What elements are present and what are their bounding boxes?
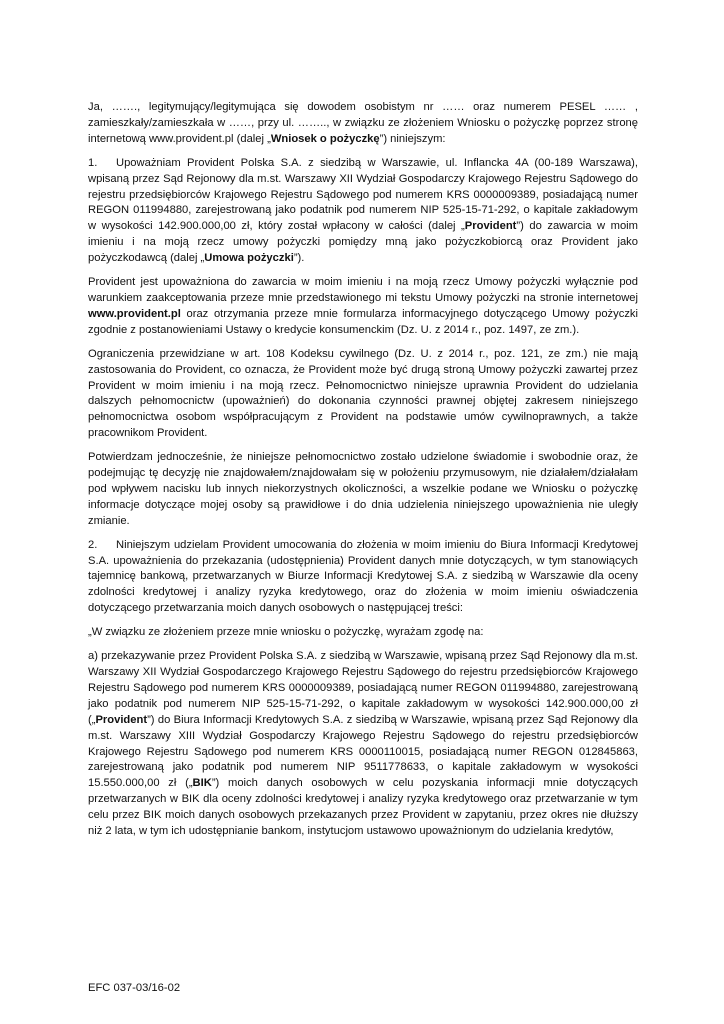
section-1-number: 1. [88, 156, 98, 169]
limitations-text: Ograniczenia przewidziane w art. 108 Kodeksu cywilnego (Dz. U. z 2014 r., poz. 121, ze zm.) nie mają zastosowania do Provident, co oznacza, że Provident może być drugą stroną Umowy pożyczki zawartej przez Provident w moim imieniu i na moją rzecz. Pełnomocnictwo niniejsze uprawnia Provident do udzielania dalszych pełnomocnictw (upoważnień) do dokonania czynności prawnej objętej zakresem niniejszego pełnomocnictwa osobom współpracującym z Provident na podstawie umów cywilnoprawnych, a także pracownikom Provident. [88, 347, 638, 440]
condition-bold-website: www.provident.pl [88, 307, 181, 320]
condition-text-2: oraz otrzymania przeze mnie formularza informacyjnego dotyczącego Umowy pożyczki zgodnie z postanowieniami Ustawy o kredycie konsumenckim (Dz. U. z 2014 r., poz. 1497, ze zm.). [88, 307, 638, 336]
section-2-paragraph [88, 538, 638, 618]
intro-bold-term: Wniosek o pożyczkę [270, 132, 380, 145]
condition-text-1: Provident jest upoważniona do zawarcia w moim imieniu i na moją rzecz Umowy pożyczki wyłącznie pod warunkiem zaakceptowania przeze mnie przedstawionego mi tekstu Umowy pożyczki na stronie internetowej [88, 276, 638, 304]
section-1-text-1: Upoważniam Provident Polska S.A. z siedzibą w Warszawie, ul. Inflancka 4A (00-189 Warszawa), wpisaną przez Sąd Rejonowy dla m.st. Warszawy XII Wydział Gospodarczy Krajowego Rejestru Sądowego do rejestru przedsiębiorców Krajowego Rejestru Sądowego pod numerem KRS 0000009389, posiadającą numer REGON 011994880, zarejestrowaną jako podatnik pod numerem NIP 525-15-71-292, o kapitale zakładowym w wysokości 142.900.000,00 zł, który został wpłacony w całości (dalej „ [88, 156, 638, 233]
section-1-paragraph [88, 156, 638, 267]
item-a-bold-provident: Provident [95, 713, 148, 726]
item-a-text-1: a) przekazywanie przez Provident Polska S.A. z siedzibą w Warszawie, wpisaną przez Sąd Rejonowy dla m.st. Warszawy XII Wydział Gospodarczego Krajowego Rejestru Sądowego do rejestru przedsiębiorców Krajowego Rejestru Sądowego pod numerem KRS 0000009389, posiadającą numer REGON 011994880, zarejestrowaną jako podatnik pod numerem NIP 525-15-71-292, o kapitale zakładowym w wysokości 142.900.000,00 zł („ [88, 650, 638, 726]
consent-intro-paragraph [88, 625, 638, 641]
section-2-text: Niniejszym udzielam Provident umocowania do złożenia w moim imieniu do Biura Informacji Kredytowej S.A. upoważnienia do przekazania (udostępnienia) Provident danych mnie dotyczących, w tym stanowiących tajemnicę bankową, przetwarzanych w Biurze Informacji Kredytowej S.A. z siedzibą w Warszawie dla oceny zdolności kredytowej i analizy ryzyka kredytowego, oraz do złożenia w moim imieniu oświadczenia dotyczącego przetwarzania moich danych osobowych o następującej treści: [88, 538, 638, 615]
section-1-bold-provident: Provident [464, 220, 517, 233]
section-1-bold-umowa: Umowa pożyczki [204, 252, 294, 265]
intro-text-2: ”) niniejszym: [379, 132, 446, 145]
consent-item-a-paragraph [88, 649, 638, 840]
document-body [88, 100, 638, 848]
footer-code: EFC 037-03/16-02 [88, 982, 181, 994]
item-a-text-2: ”) do Biura Informacji Kredytowych S.A. z siedzibą w Warszawie, wpisaną przez Sąd Rejonowy dla m.st. Warszawy XIII Wydział Gospodarczy Krajowego Rejestru Sądowego do rejestru przedsiębiorców Krajowego Rejestru Sądowego pod numerem KRS 0000110015, posiadającą numer REGON 012845863, zarejestrowaną jako podatnik pod numerem NIP 9511778633, o kapitale zakładowym w wysokości 15.550.000,00 zł („ [88, 713, 638, 790]
item-a-text-3: ”) moich danych osobowych w celu pozyskania informacji mnie dotyczących przetwarzanych w BIK dla oceny zdolności kredytowej i analizy ryzyka kredytowego oraz przetwarzanie w tym celu przez BIK moich danych osobowych przekazanych przez Provident w zapytaniu, przez okres nie dłuższy niż 2 lata, w tym ich udostępnianie bankom, instytucjom ustawowo upoważnionym do udzielania kredytów, [88, 777, 639, 838]
authorization-condition-paragraph [88, 275, 638, 339]
limitations-paragraph [88, 347, 638, 442]
section-1-text-2: ”) do zawarcia w moim imieniu i na moją rzecz umowy pożyczki pomiędzy mną jako pożyczkobiorcą oraz Provident jako pożyczkodawcą (dalej „ [88, 220, 638, 265]
item-a-bold-bik: BIK [192, 777, 212, 790]
section-2-number: 2. [88, 538, 98, 551]
confirmation-paragraph [88, 450, 638, 530]
section-1-text-3: ”). [293, 252, 305, 265]
intro-text-1: Ja, ……., legitymujący/legitymująca się dowodem osobistym nr …… oraz numerem PESEL …… , zamieszkały/zamieszkała w ……, przy ul. …….., w związku ze złożeniem Wniosku o pożyczkę poprzez stronę internetową www.provident.pl (dalej „ [88, 101, 638, 145]
consent-intro-text: „W związku ze złożeniem przeze mnie wniosku o pożyczkę, wyrażam zgodę na: [88, 626, 484, 639]
intro-paragraph [88, 100, 638, 148]
confirmation-text: Potwierdzam jednocześnie, że niniejsze pełnomocnictwo zostało udzielone świadomie i swobodnie oraz, że podejmując tę decyzję nie znajdowałem/znajdowałam się w położeniu przymusowym, nie działałem/działałam pod wpływem nacisku lub innych niekorzystnych okoliczności, a wszelkie podane we Wniosku o pożyczkę informacje dotyczące mojej osoby są prawidłowe i do dnia udzielenia niniejszego upoważnienia nie uległy zmianie. [88, 451, 638, 527]
